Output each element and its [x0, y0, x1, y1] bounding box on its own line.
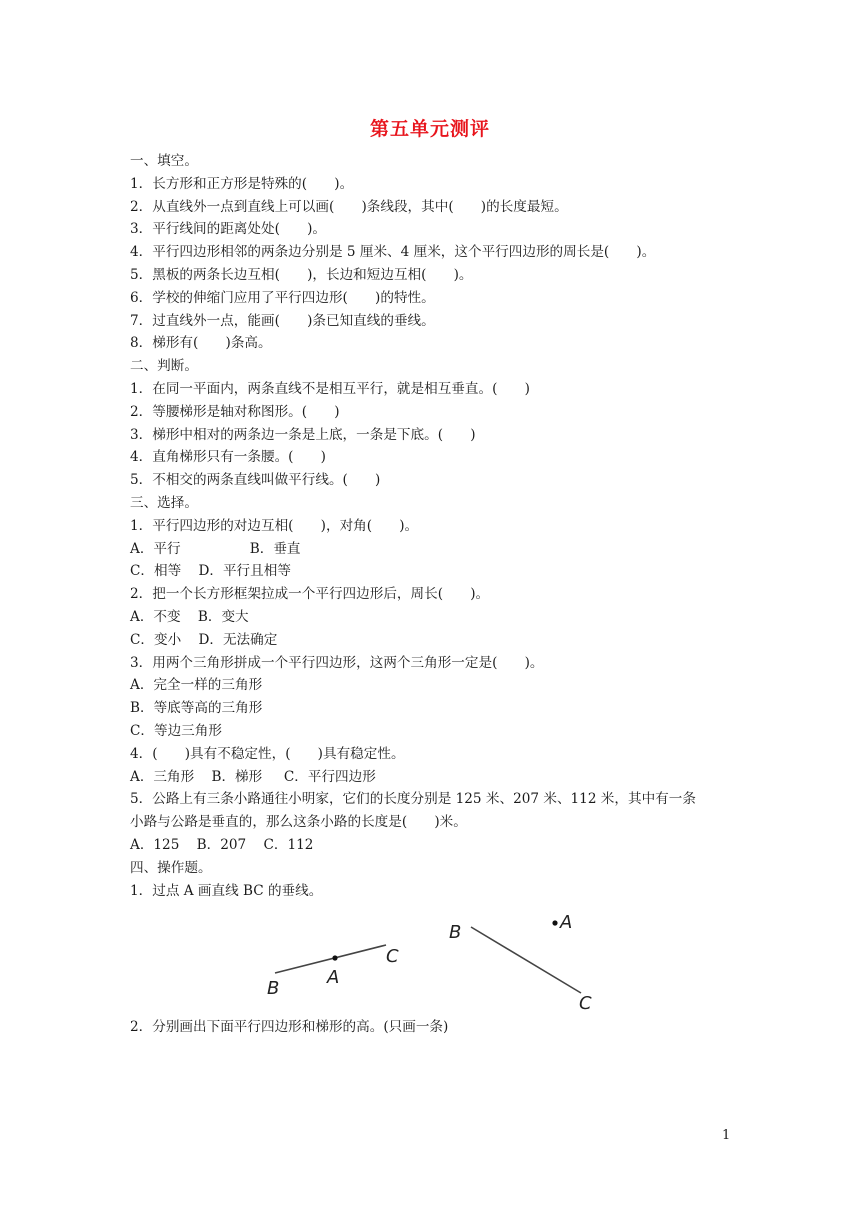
point-a-dot — [332, 955, 337, 960]
question-line: 4．直角梯形只有一条腰。( ) — [130, 449, 326, 466]
question-line: 5．黑板的两条长边互相( )，长边和短边互相( )。 — [130, 266, 473, 283]
option-line: A．125 B．207 C．112 — [130, 836, 314, 853]
section-fill-in-heading: 一、填空。 — [130, 153, 198, 169]
question-line: 4．( )具有不稳定性，( )具有稳定性。 — [130, 745, 405, 762]
label-b: B — [267, 978, 280, 999]
question-line: 3．平行线间的距离处处( )。 — [130, 221, 326, 238]
option-line: A．不变 B．变大 — [130, 608, 249, 625]
figure-point-off-line — [445, 905, 615, 1015]
option-line: C．变小 D．无法确定 — [130, 631, 278, 648]
question-line: 4．平行四边形相邻的两条边分别是 5 厘米、4 厘米，这个平行四边形的周长是( )。 — [130, 244, 656, 261]
section-operation-heading: 四、操作题。 — [130, 859, 212, 876]
question-line: 2．把一个长方形框架拉成一个平行四边形后，周长( )。 — [130, 586, 490, 603]
page-number: 1 — [722, 1128, 731, 1143]
question-line: 8．梯形有( )条高。 — [130, 335, 272, 352]
option-line: A．三角形 B．梯形 C．平行四边形 — [130, 768, 376, 785]
label-c: C — [579, 993, 592, 1014]
question-line: 3．梯形中相对的两条边一条是上底，一条是下底。( ) — [130, 426, 476, 443]
page-title: 第五单元测评 — [369, 118, 490, 140]
label-c: C — [386, 946, 399, 967]
question-line: 2．从直线外一点到直线上可以画( )条线段，其中( )的长度最短。 — [130, 198, 568, 215]
question-line: 1．在同一平面内，两条直线不是相互平行，就是相互垂直。( ) — [130, 380, 530, 397]
option-line: A．完全一样的三角形 — [130, 677, 263, 694]
section-judge-heading: 二、判断。 — [130, 358, 198, 375]
label-a: A — [327, 967, 340, 988]
question-line: 2．等腰梯形是轴对称图形。( ) — [130, 403, 340, 420]
point-a-dot — [552, 920, 557, 925]
question-line: 3．用两个三角形拼成一个平行四边形，这两个三角形一定是( )。 — [130, 654, 544, 671]
question-line: 5．公路上有三条小路通往小明家，它们的长度分别是 125 米、207 米、112 米，其中有一条 — [130, 791, 696, 808]
question-line: 1．长方形和正方形是特殊的( )。 — [130, 175, 354, 192]
question-lines — [130, 150, 810, 902]
option-line: B．等底等高的三角形 — [130, 700, 263, 717]
label-a: A — [560, 912, 573, 933]
question-line: 7．过直线外一点，能画( )条已知直线的垂线。 — [130, 312, 435, 329]
option-line: C．相等 D．平行且相等 — [130, 563, 291, 580]
line-bc — [471, 927, 581, 993]
question-line: 1．平行四边形的对边互相( )，对角( )。 — [130, 517, 419, 534]
figure-point-on-line — [255, 905, 425, 1005]
question-line: 5．不相交的两条直线叫做平行线。( ) — [130, 472, 381, 489]
section-choice-heading: 三、选择。 — [130, 494, 198, 511]
question-line: 6．学校的伸缩门应用了平行四边形( )的特性。 — [130, 289, 435, 306]
question-line: 2．分别画出下面平行四边形和梯形的高。(只画一条) — [130, 1019, 449, 1035]
option-line: C．等边三角形 — [130, 722, 222, 739]
question-line: 1．过点 A 画直线 BC 的垂线。 — [130, 882, 323, 899]
option-line: A．平行 B．垂直 — [130, 540, 301, 557]
label-b: B — [449, 922, 462, 943]
question-line: 小路与公路是垂直的，那么这条小路的长度是( )米。 — [130, 814, 467, 831]
